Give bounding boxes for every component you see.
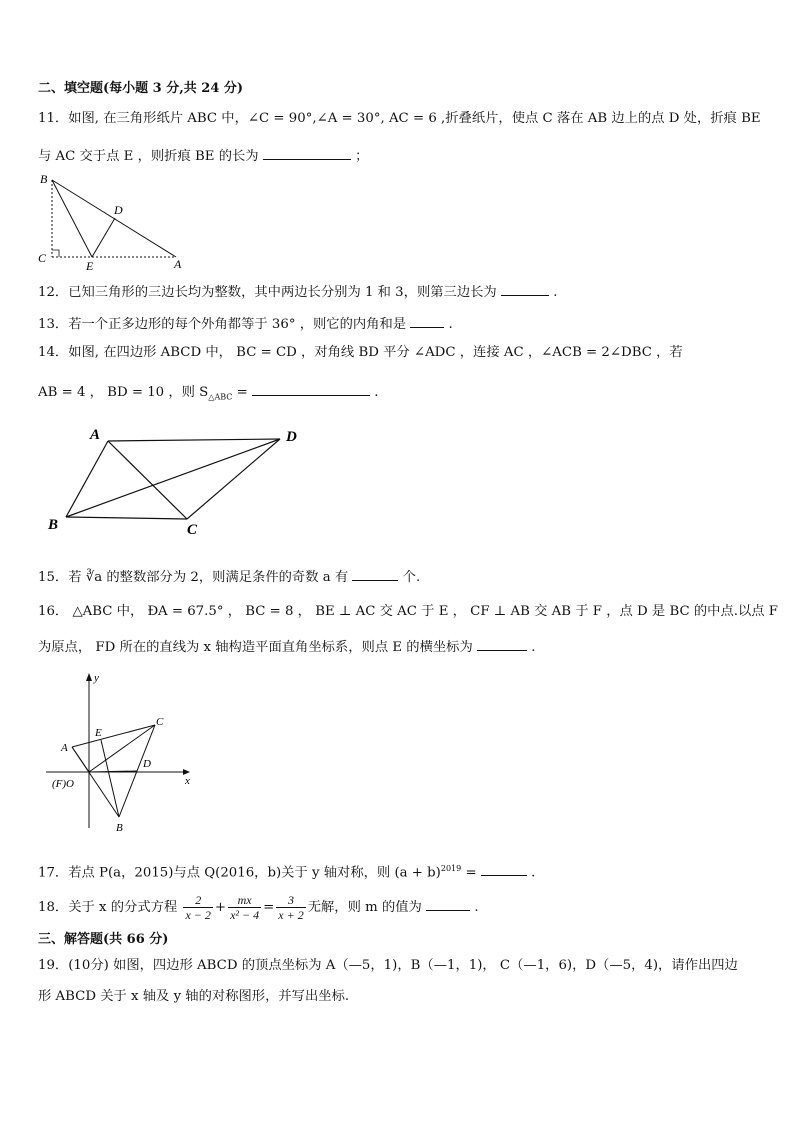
segment-BE	[52, 180, 92, 257]
answer-blank-11[interactable]	[263, 145, 351, 160]
figure-q16-coordinate	[40, 668, 200, 838]
question-14-equals: =	[232, 385, 252, 400]
diagonal-AC	[108, 441, 187, 519]
answer-blank-17[interactable]	[481, 861, 527, 876]
segment-AD	[108, 439, 280, 441]
label-E: E	[95, 727, 102, 739]
fraction-1-denominator: x − 2	[185, 908, 211, 922]
label-E: E	[86, 259, 94, 273]
answer-blank-12[interactable]	[501, 281, 549, 296]
question-17	[38, 860, 535, 882]
right-angle-mark	[52, 250, 59, 257]
label-B: B	[40, 172, 48, 186]
label-C: C	[156, 716, 164, 728]
question-14-line-1: 14．如图, 在四边形 ABCD 中， BC = CD ，对角线 BD 平分 ∠ADC ，连接 AC ，∠ACB = 2∠DBC ，若	[38, 345, 683, 360]
answer-blank-16[interactable]	[477, 636, 527, 651]
plus-sign: +	[214, 900, 227, 915]
question-14-tail: .	[374, 385, 379, 400]
segment-CB	[66, 517, 187, 519]
question-17-equals: =	[461, 865, 481, 881]
figure-q14-quadrilateral	[40, 420, 310, 540]
segment-ED	[92, 218, 115, 257]
question-11-tail: ；	[355, 149, 369, 164]
question-16-line-1: 16． △ABC 中， ÐA = 67.5° ， BC = 8 ， BE ⊥ AC 交 AC 于 E ， CF ⊥ AB 交 AB 于 F ，点 D 是 BC 的中点.以点 F	[38, 604, 779, 619]
label-D: D	[114, 203, 123, 217]
question-18-suffix: 无解，则 m 的值为	[307, 900, 422, 915]
question-17-exponent: 2019	[440, 864, 462, 873]
question-18	[38, 891, 479, 925]
answer-blank-18[interactable]	[426, 896, 470, 911]
question-13	[38, 313, 453, 334]
fraction-1-numerator: 2	[183, 893, 212, 908]
question-18-prefix: 18．关于 x 的分式方程	[38, 900, 178, 915]
question-14-line-2	[38, 381, 378, 407]
segment-AB	[72, 747, 119, 817]
answer-blank-14[interactable]	[252, 381, 370, 396]
label-A: A	[90, 427, 101, 443]
answer-blank-15[interactable]	[352, 566, 398, 581]
question-16-text: 为原点， FD 所在的直线为 x 轴构造平面直角坐标系，则点 E 的横坐标为	[38, 640, 473, 655]
question-11-line-2	[38, 145, 368, 166]
label-C: C	[187, 522, 198, 538]
segment-BE	[101, 740, 119, 817]
question-15-text: 15．若 ∛a 的整数部分为 2，则满足条件的奇数 a 有	[38, 570, 349, 585]
label-B: B	[48, 517, 59, 533]
y-axis-arrow	[86, 673, 92, 681]
fraction-3	[276, 893, 305, 922]
question-15	[38, 566, 420, 587]
label-y: y	[94, 672, 99, 684]
question-19-line-1: 19．(10分) 如图，四边形 ABCD 的顶点坐标为 A（—5，1)，B（—1，1)， C（—1，6)，D（—5，4)，请作出四边	[38, 958, 738, 973]
segment-BA	[52, 180, 176, 257]
fraction-1	[183, 893, 212, 922]
label-x: x	[185, 775, 190, 787]
label-A: A	[174, 257, 182, 271]
label-B: B	[116, 822, 123, 834]
label-A: A	[61, 742, 68, 754]
fraction-3-denominator: x + 2	[278, 908, 304, 922]
question-17-tail: .	[531, 865, 536, 881]
segment-BA	[66, 441, 108, 517]
question-16-tail: .	[531, 640, 536, 655]
question-11-line-1: 11．如图, 在三角形纸片 ABC 中，∠C = 90°,∠A = 30°, AC = 6 ,折叠纸片，使点 C 落在 AB 边上的点 D 处，折痕 BE	[38, 111, 761, 126]
question-13-tail: .	[448, 317, 453, 332]
question-11-text: 与 AC 交于点 E ，则折痕 BE 的长为	[38, 149, 259, 164]
question-12-text: 12．已知三角形的三边长均为整数，其中两边长分别为 1 和 3，则第三边长为	[38, 285, 497, 300]
fraction-2	[228, 893, 261, 922]
equals-sign: =	[263, 900, 275, 915]
segment-AC	[72, 725, 155, 747]
segment-DC	[187, 439, 280, 519]
section-title-solutions: 三、解答题(共 66 分)	[38, 932, 169, 947]
label-F-origin: (F)O	[52, 778, 74, 790]
question-12	[38, 281, 557, 302]
question-14-subscript: △ABC	[208, 392, 233, 402]
question-14-text: AB = 4 ， BD = 10 ，则 S	[38, 385, 209, 400]
section-title-fill-in: 二、填空题(每小题 3 分,共 24 分)	[38, 81, 244, 96]
figure-q11-triangle	[36, 170, 186, 273]
question-12-tail: .	[553, 285, 558, 300]
question-17-text: 17．若点 P(a，2015)与点 Q(2016，b)关于 y 轴对称，则 (a + b)	[38, 865, 441, 881]
fraction-2-denominator: x² − 4	[230, 908, 260, 922]
question-16-line-2	[38, 636, 535, 657]
label-C: C	[38, 251, 47, 265]
label-D: D	[286, 429, 297, 445]
question-15-tail: 个.	[402, 570, 421, 585]
label-D: D	[143, 758, 151, 770]
question-18-tail: .	[474, 900, 479, 915]
question-19-line-2: 形 ABCD 关于 x 轴及 y 轴的对称图形，并写出坐标.	[38, 989, 350, 1004]
answer-blank-13[interactable]	[410, 313, 444, 328]
fraction-2-numerator: mx	[228, 893, 261, 908]
fraction-3-numerator: 3	[276, 893, 305, 908]
question-13-text: 13．若一个正多边形的每个外角都等于 36° ，则它的内角和是	[38, 317, 407, 332]
